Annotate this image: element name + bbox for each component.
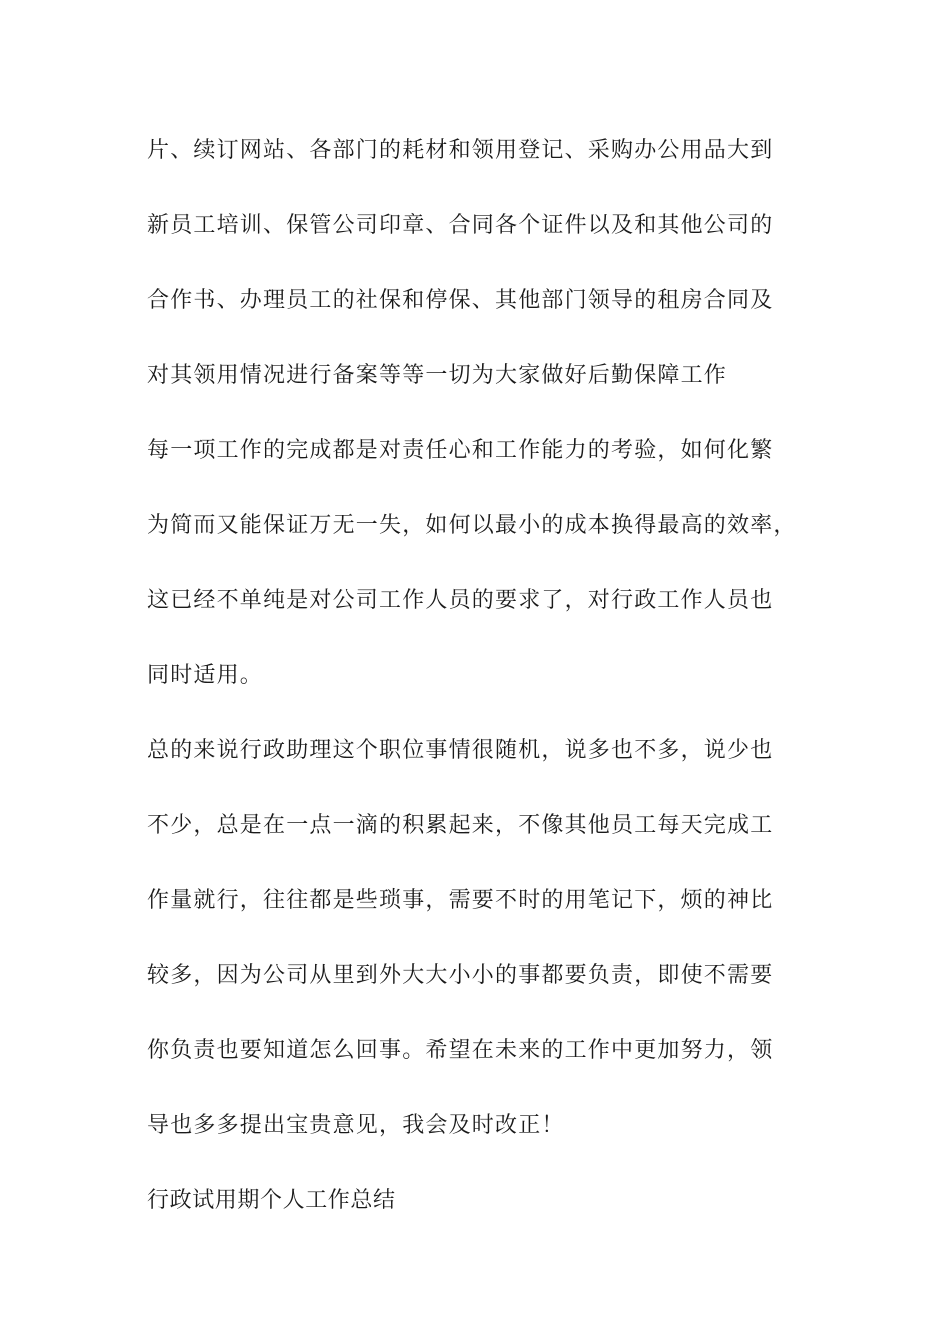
section-heading: 行政试用期个人工作总结 <box>147 1188 396 1213</box>
text-line: 片、续订网站、各部门的耗材和领用登记、采购办公用品大到 <box>147 138 774 163</box>
text-line: 不少，总是在一点一滴的积累起来，不像其他员工每天完成工 <box>147 813 774 838</box>
text-line: 每一项工作的完成都是对责任心和工作能力的考验，如何化繁 <box>147 438 774 463</box>
text-line: 同时适用。 <box>147 663 264 688</box>
text-line: 导也多多提出宝贵意见，我会及时改正！ <box>147 1113 565 1138</box>
text-line: 总的来说行政助理这个职位事情很随机，说多也不多，说少也 <box>147 738 774 763</box>
text-line: 新员工培训、保管公司印章、合同各个证件以及和其他公司的 <box>147 213 774 238</box>
text-line: 对其领用情况进行备案等等一切为大家做好后勤保障工作 <box>147 363 728 388</box>
text-line: 为简而又能保证万无一失，如何以最小的成本换得最高的效率， <box>147 513 797 538</box>
text-line: 作量就行，往往都是些琐事，需要不时的用笔记下，烦的神比 <box>147 888 774 913</box>
text-line: 这已经不单纯是对公司工作人员的要求了，对行政工作人员也 <box>147 588 774 613</box>
text-line: 合作书、办理员工的社保和停保、其他部门领导的租房合同及 <box>147 288 774 313</box>
text-line: 你负责也要知道怎么回事。希望在未来的工作中更加努力，领 <box>147 1038 774 1063</box>
text-line: 较多，因为公司从里到外大大小小的事都要负责，即使不需要 <box>147 963 774 988</box>
